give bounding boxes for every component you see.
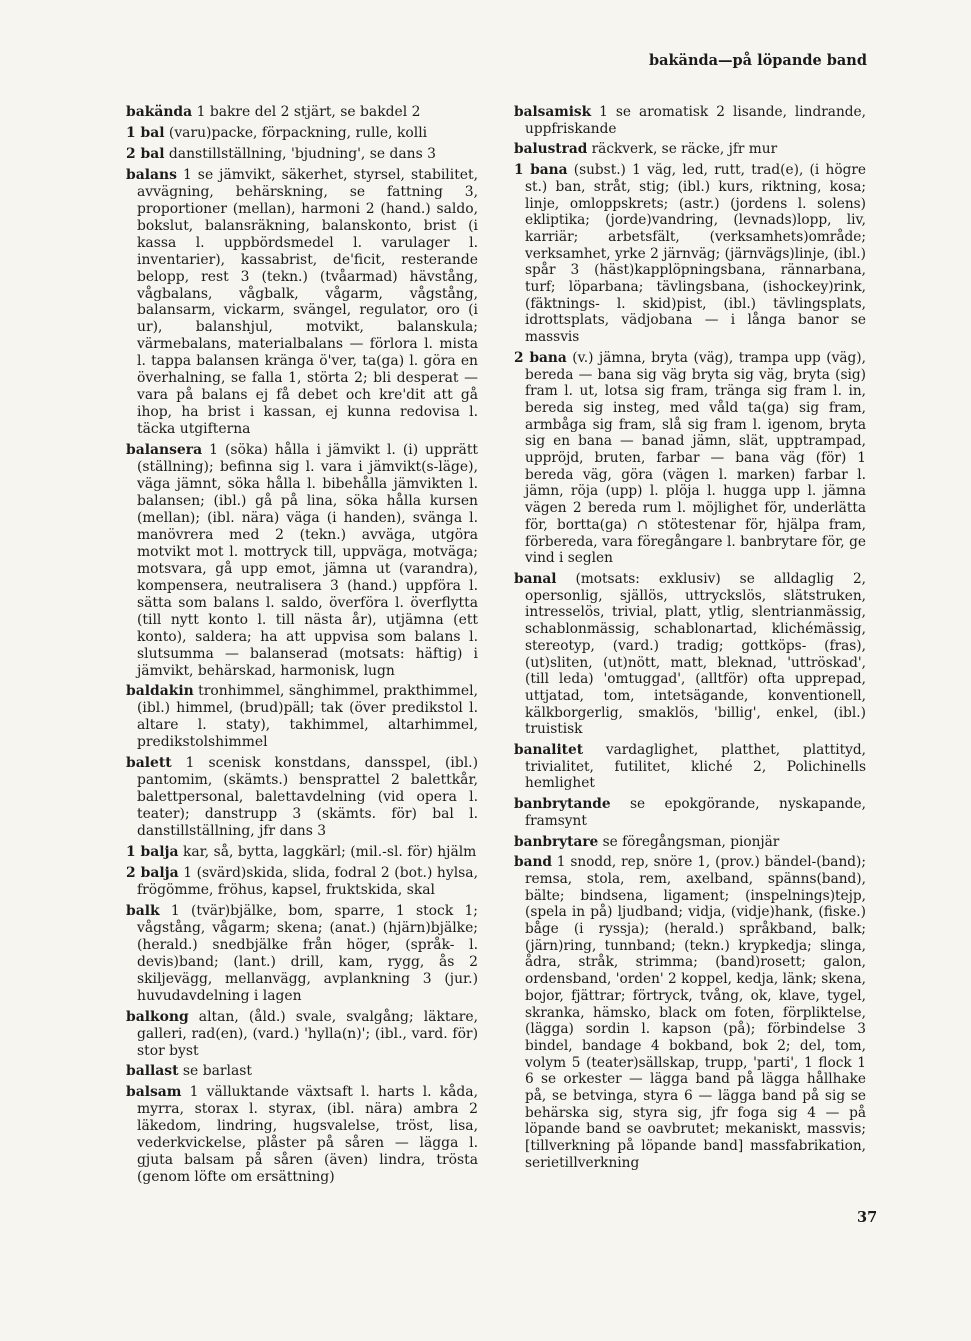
dictionary-entry: [126, 167, 478, 438]
dictionary-entry: [514, 854, 866, 1171]
entry-headword: balustrad: [514, 141, 588, 158]
entry-definition: 1 (tvär)bjälke, bom, sparre, 1 stock 1; vågstång, vågarm; skena; (anat.) (hjärn)bjälke; (herald.) snedbjälke från höger, (språk- l. devis)band; (lant.) drill, kam, rygg, ås 2 skiljevägg, mellanvägg, avplankning 3 (jur.) huvudavdelning i lagen: [137, 902, 478, 1004]
dictionary-entry: [126, 1084, 478, 1186]
entry-headword: 1 bana: [514, 162, 568, 179]
entry-headword: 2 balja: [126, 864, 179, 881]
dictionary-entry: [514, 141, 866, 158]
entry-headword: balans: [126, 166, 177, 183]
entry-headword: banalitet: [514, 742, 584, 759]
dictionary-entry: [126, 104, 478, 121]
dictionary-entry: [126, 442, 478, 679]
dictionary-entry: [126, 865, 478, 899]
dictionary-entry: [514, 796, 866, 829]
dictionary-entry: [514, 162, 866, 346]
entry-definition: 1 bakre del 2 stjärt, se bakdel 2: [192, 104, 421, 120]
entry-headword: banbrytare: [514, 833, 599, 850]
dictionary-entry: [126, 683, 478, 751]
dictionary-entry: [514, 104, 866, 137]
right-column: [514, 104, 866, 1176]
entry-definition: se föregångsman, pionjär: [598, 833, 780, 850]
dictionary-entry: [514, 834, 866, 851]
entry-headword: banbrytande: [514, 796, 611, 813]
entry-headword: ballast: [126, 1063, 179, 1080]
dictionary-entry: [126, 903, 478, 1005]
entry-definition: se barlast: [178, 1063, 252, 1080]
entry-definition: altan, (åld.) svale, svalgång; läktare, galleri, rad(en), (vard.) 'hylla(n)'; (ibl., vard. för) stor byst: [137, 1008, 478, 1059]
entry-definition: 1 (svärd)skida, slida, fodral 2 (bot.) hylsa, frögömme, fröhus, kapsel, fruktskida, skal: [137, 864, 478, 898]
entry-definition: 1 välluktande växtsaft l. harts l. kåda, myrra, storax l. styrax, (ibl. nära) ambra 2 läkedom, lindring, hugsvalelse, tröst, lisa, vederkvickelse, plåster på såren — lägga l. gjuta balsam på såren (även) lindra, trösta (genom löfte om ersättning): [137, 1084, 478, 1186]
entry-headword: baldakin: [126, 683, 194, 700]
entry-definition: (motsats: exklusiv) se alldaglig 2, opersonlig, själlös, uttryckslös, slätstruken, intresselös, trivial, platt, ytlig, slentrianmässig, schablonmässig, schablonartad, klichémässig, stereotyp, (vard.) tradig; gottköps- (fras), (ut)sliten, (ut)nött, matt, bleknad, 'uttröskad', (till leda) 'omtuggad', (alltför) ofta upprepad, uttjatad, tom, intetsägande, konventionell, kälkborgerlig, smaklös, 'billig', enkel, (ibl.) truistisk: [525, 570, 866, 738]
entry-definition: (v.) jämna, bryta (väg), trampa upp (väg), bereda — bana sig väg bryta sig väg, bryta (sig) fram l. ut, lotsa sig fram, tränga sig fram l. in, bereda sig insteg, med våld ta(ga) sig fram, armbåga sig fram, slå sig fram l. igenom, bryta sig en bana — banad jämn, slät, upptrampad, uppröjd, bruten, farbar — bana väg (för) 1 bereda väg, göra (vägen l. marken) farbar l. jämn, röja (upp) l. plöja l. hugga upp l. jämna vägen 2 bereda rum l. möjlighet för, underlätta för, bortta(ga) ∩ stötestenar för, hjälpa fram, förbereda, vara föregångare l. banbrytare för, ge vind i seglen: [525, 349, 866, 567]
entry-definition: danstillställning, 'bjudning', se dans 3: [164, 145, 437, 162]
entry-definition: kar, så, bytta, laggkärl; (mil.-sl. för) hjälm: [178, 844, 477, 861]
entry-definition: tronhimmel, sänghimmel, prakthimmel, (ibl.) himmel, (brud)päll; tak (över predikstol l. altare l. staty), takhimmel, altarhimmel, predikstolshimmel: [137, 683, 478, 751]
dictionary-entry: [514, 742, 866, 792]
entry-headword: balk: [126, 902, 160, 919]
entry-headword: banal: [514, 570, 557, 587]
left-column: [126, 104, 478, 1190]
dictionary-entry: [514, 350, 866, 567]
entry-definition: 1 snodd, rep, snöre 1, (prov.) bändel-(band); remsa, stola, rem, axelband, spänns(band), bälte; bindsena, ligament; (inspelnings)tejp, (spela in på) ljudband; vidja, (vidje)hank, (fiske.) båge (i ryssja); (herald.) språkband, balk; (järn)ring, tunnband; (tekn.) krypkedja; slinga, ådra, stråk, strimma; (band)rosett; galon, ordensband, 'orden' 2 koppel, kedja, länk; skena, bojor, fjättrar; förtryck, tvång, ok, klave, tygel, skranka, hämsko, black om foten, förpliktelse, (lägga) sordin l. kapson (på); förbindelse 3 bindel, bandage 4 bokband, bok 2; del, tom, volym 5 (teater)sällskap, trupp, 'parti', 1 flock 1 6 se orkester — lägga band på lägga hållhake på, se betvinga, styra 6 — lägga band på sig se behärska sig, styra sig, jfr foga sig 4 — på löpande band se oavbrutet; mekaniskt, massvis; [tillverkning på löpande band] massfabrikation, serietillverkning: [525, 854, 866, 1171]
entry-definition: vardaglighet, platthet, plattityd, trivialitet, futilitet, kliché 2, Polichinells hemlighet: [525, 742, 866, 792]
entry-headword: balansera: [126, 442, 203, 459]
entry-definition: räckverk, se räcke, jfr mur: [587, 141, 778, 158]
running-header: bakända—på löpande band: [648, 52, 867, 69]
entry-headword: band: [514, 854, 552, 871]
entry-headword: 2 bana: [514, 349, 567, 366]
entry-definition: (varu)packe, förpackning, rulle, kolli: [164, 124, 428, 141]
entry-headword: balkong: [126, 1008, 189, 1025]
dictionary-entry: [126, 1063, 478, 1080]
entry-definition: (subst.) 1 väg, led, rutt, trad(e), (i högre st.) ban, stråt, stig; (ibl.) kurs, riktning, kosa; linje, omloppskrets; (astr.) (jordens l. solens) ekliptika; (jorde)vandring, (levnads)lopp, liv, karriär; arbetsfält, (verksamhets)område; verksamhet, yrke 2 järnväg; (järnvägs)linje, (ibl.) spår 3 (häst)kapplöpningsbana, rännarbana, turf; löparbana; tävlingsbana, (ishockey)rink, (fäktnings- l. skid)pist, (ibl.) tävlingsplats, idrottsplats, vädjobana — i långa banor se massvis: [525, 162, 866, 346]
entry-headword: 1 balja: [126, 844, 179, 861]
dictionary-entry: [126, 146, 478, 163]
entry-definition: se epokgörande, nyskapande, framsynt: [525, 796, 866, 829]
dictionary-entry: [126, 1009, 478, 1060]
entry-headword: bakända: [126, 104, 193, 120]
entry-headword: balett: [126, 755, 172, 772]
entry-definition: 1 (söka) hålla i jämvikt l. (i) upprätt (ställning); befinna sig l. vara i jämvikt(s-läge), väga jämnt, söka hålla l. bibehålla jämvikten l. balansen; (ibl.) gå på lina, söka hålla kursen (mellan); (ibl. nära) väga (i handen), svänga l. manövrera med 2 (tekn.) avväga, utgöra motvikt mot l. mottryck till, uppväga, motväga; motsvara, gå upp emot, jämna ut (varandra), kompensera, neutralisera 3 (hand.) uppföra l. sätta som balans l. saldo, överföra l. överflytta (till nytt konto l. till nästa år), utjämna (ett konto), saldera; ha att uppvisa som balans l. slutsumma — balanserad (motsats: häftig) i jämvikt, behärskad, harmonisk, lugn: [137, 442, 478, 679]
entry-headword: balsamisk: [514, 104, 592, 120]
entry-headword: 1 bal: [126, 124, 165, 141]
entry-headword: balsam: [126, 1084, 182, 1101]
entry-definition: 1 scenisk konstdans, dansspel, (ibl.) pantomim, (skämts.) bensprattel 2 balettkår, balettpersonal, balettavdelning (vid opera l. teater); danstrupp 3 (skämts. för) bal l. danstillställning, jfr dans 3: [137, 755, 478, 840]
dictionary-entry: [126, 844, 478, 861]
dictionary-entry: [514, 571, 866, 738]
dictionary-entry: [126, 125, 478, 142]
entry-definition: 1 se jämvikt, säkerhet, styrsel, stabilitet, avvägning, behärskning, se fattning 3, proportioner (mellan), harmoni 2 (hand.) saldo, bokslut, balansräkning, balanskonto, brist (i kassa l. uppbördsmedel l. varulager l. inventarier), kassabrist, de'ficit, resterande belopp, rest 3 (tekn.) (tvåarmad) hävstång, vågbalans, vågbalk, vågarm, vågstång, balansarm, vickarm, svängel, regulator, oro (i ur), balanshjul, motvikt, balanskula; värmebalans, materialbalans — förlora l. mista l. tappa balansen kränga ö'ver, ta(ga) l. göra en överhalning, se falla 1, störta 2; bli desperat — vara på balans ej få debet och kre'dit att gå ihop, ha brist i kassan, ej kunna redovisa l. täcka utgifterna: [137, 166, 478, 438]
entry-definition: 1 se aromatisk 2 lisande, lindrande, uppfriskande: [525, 104, 866, 137]
dictionary-entry: [126, 755, 478, 840]
page-number: 37: [857, 1209, 878, 1226]
entry-headword: 2 bal: [126, 145, 165, 162]
